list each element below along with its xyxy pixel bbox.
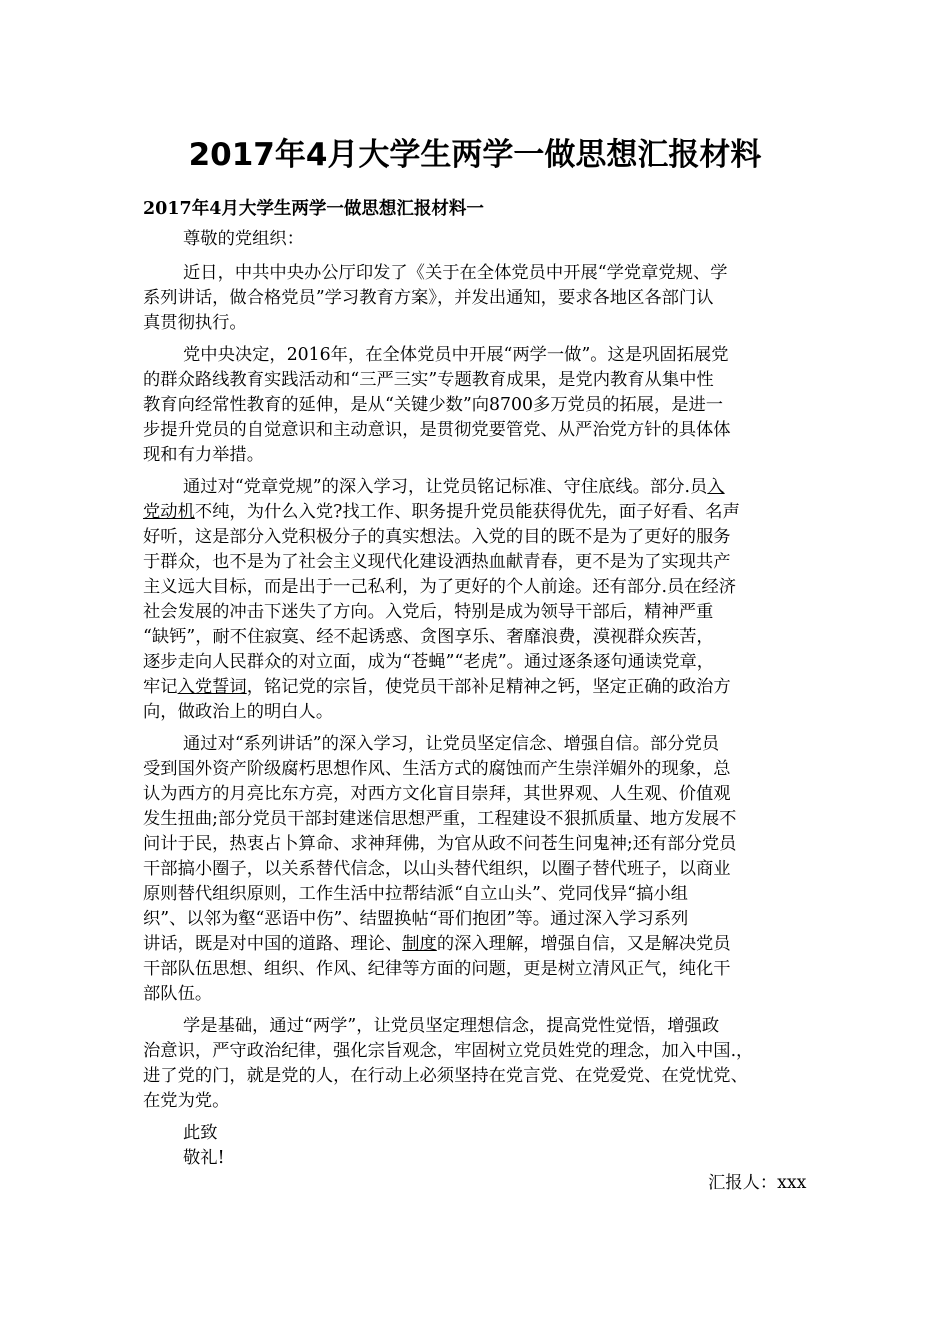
paragraph-2-line: 党中央决定，2016年，在全体党员中开展“两学一做”。这是巩固拓展党 bbox=[183, 345, 729, 365]
section-heading: 2017年4月大学生两学一做思想汇报材料一 bbox=[143, 199, 484, 219]
paragraph-4-line: 通过对“系列讲话”的深入学习，让党员坚定信念、增强自信。部分党员 bbox=[183, 734, 720, 754]
paragraph-3-line: 于群众，也不是为了社会主义现代化建设洒热血献青春，更不是为了实现共产 bbox=[143, 552, 731, 572]
paragraph-4-text: 的深入理解，增强自信，又是解决党员 bbox=[436, 934, 731, 954]
closing-line: 此致 bbox=[183, 1123, 218, 1143]
salutation: 尊敬的党组织： bbox=[183, 229, 304, 249]
document-title: 2017年4月大学生两学一做思想汇报材料 bbox=[188, 137, 762, 173]
paragraph-5-line: 进了党的门，就是党的人，在行动上必须坚持在党言党、在党爱党、在党忧党、 bbox=[143, 1066, 748, 1086]
paragraph-2-line: 现和有力举措。 bbox=[143, 445, 264, 465]
paragraph-4-line: 部队伍。 bbox=[143, 984, 213, 1004]
paragraph-3-line: 主义远大目标，而是出于一己私利，为了更好的个人前途。还有部分.员在经济 bbox=[143, 577, 737, 597]
paragraph-3-line: 向，做政治上的明白人。 bbox=[143, 702, 334, 722]
closing-line: 敬礼! bbox=[183, 1148, 225, 1168]
paragraph-5-line: 在党为党。 bbox=[143, 1091, 230, 1111]
paragraph-1-line: 真贯彻执行。 bbox=[143, 313, 247, 333]
link-party-oath[interactable]: 入党誓词 bbox=[177, 677, 247, 697]
paragraph-3-line bbox=[183, 476, 725, 498]
paragraph-4-line bbox=[143, 933, 731, 955]
paragraph-4-line: 干部搞小圈子，以关系替代信念，以山头替代组织，以圈子替代班子，以商业 bbox=[143, 859, 731, 879]
paragraph-4-text: 讲话，既是对中国的道路、理论、 bbox=[143, 934, 403, 954]
link-party-motive[interactable]: 入 bbox=[707, 477, 725, 497]
paragraph-4-line: 织”、以邻为壑“恶语中伤”、结盟换帖“哥们抱团”等。通过深入学习系列 bbox=[143, 909, 689, 929]
paragraph-3-line: 好听，这是部分入党积极分子的真实想法。入党的目的既不是为了更好的服务 bbox=[143, 527, 731, 547]
paragraph-1-line: 系列讲话，做合格党员”学习教育方案》，并发出通知，要求各地区各部门认 bbox=[143, 288, 714, 308]
paragraph-2-line: 的群众路线教育实践活动和“三严三实”专题教育成果，是党内教育从集中性 bbox=[143, 370, 714, 390]
paragraph-1-line: 近日，中共中央办公厅印发了《关于在全体党员中开展“学党章党规、学 bbox=[183, 263, 728, 283]
paragraph-3-line bbox=[143, 676, 731, 698]
paragraph-4-line: 干部队伍思想、组织、作风、纪律等方面的问题，更是树立清风正气，纯化干 bbox=[143, 959, 731, 979]
paragraph-5-line: 治意识，严守政治纪律，强化宗旨观念，牢固树立党员姓党的理念，加入中国.， bbox=[143, 1041, 754, 1061]
paragraph-3-line: “缺钙”，耐不住寂寞、经不起诱惑、贪图享乐、奢靡浪费，漠视群众疾苦， bbox=[143, 627, 714, 647]
link-party-motive[interactable]: 党动机 bbox=[143, 502, 195, 522]
paragraph-3-line: 逐步走向人民群众的对立面，成为“苍蝇”“老虎”。通过逐条逐句通读党章， bbox=[143, 652, 715, 672]
paragraph-3-text: 牢记 bbox=[143, 677, 178, 697]
paragraph-4-line: 问计于民，热衷占卜算命、求神拜佛，为官从政不问苍生问鬼神;还有部分党员 bbox=[143, 834, 737, 854]
paragraph-3-line: 社会发展的冲击下迷失了方向。入党后，特别是成为领导干部后，精神严重 bbox=[143, 602, 714, 622]
paragraph-4-line: 发生扭曲;部分党员干部封建迷信思想严重，工程建设不狠抓质量、地方发展不 bbox=[143, 809, 737, 829]
paragraph-3-text: 通过对“党章党规”的深入学习，让党员铭记标准、守住底线。部分.员 bbox=[183, 477, 708, 497]
link-system[interactable]: 制度 bbox=[402, 934, 437, 954]
paragraph-3-text: ，铭记党的宗旨，使党员干部补足精神之钙，坚定正确的政治方 bbox=[246, 677, 731, 697]
paragraph-4-line: 受到国外资产阶级腐朽思想作风、生活方式的腐蚀而产生崇洋媚外的现象，总 bbox=[143, 759, 731, 779]
paragraph-4-line: 认为西方的月亮比东方亮，对西方文化盲目崇拜，其世界观、人生观、价值观 bbox=[143, 784, 731, 804]
paragraph-3-line bbox=[143, 501, 740, 523]
paragraph-3-text: 不纯，为什么入党?找工作、职务提升党员能获得优先，面子好看、名声 bbox=[194, 502, 740, 522]
paragraph-5-line: 学是基础，通过“两学”，让党员坚定理想信念，提高党性觉悟，增强政 bbox=[183, 1016, 720, 1036]
paragraph-2-line: 步提升党员的自觉意识和主动意识，是贯彻党要管党、从严治党方针的具体体 bbox=[143, 420, 731, 440]
paragraph-2-line: 教育向经常性教育的延伸，是从“关键少数”向8700多万党员的拓展，是进一 bbox=[143, 395, 724, 415]
signature: 汇报人：xxx bbox=[708, 1173, 807, 1193]
paragraph-4-line: 原则替代组织原则，工作生活中拉帮结派“自立山头”、党同伐异“搞小组 bbox=[143, 884, 688, 904]
